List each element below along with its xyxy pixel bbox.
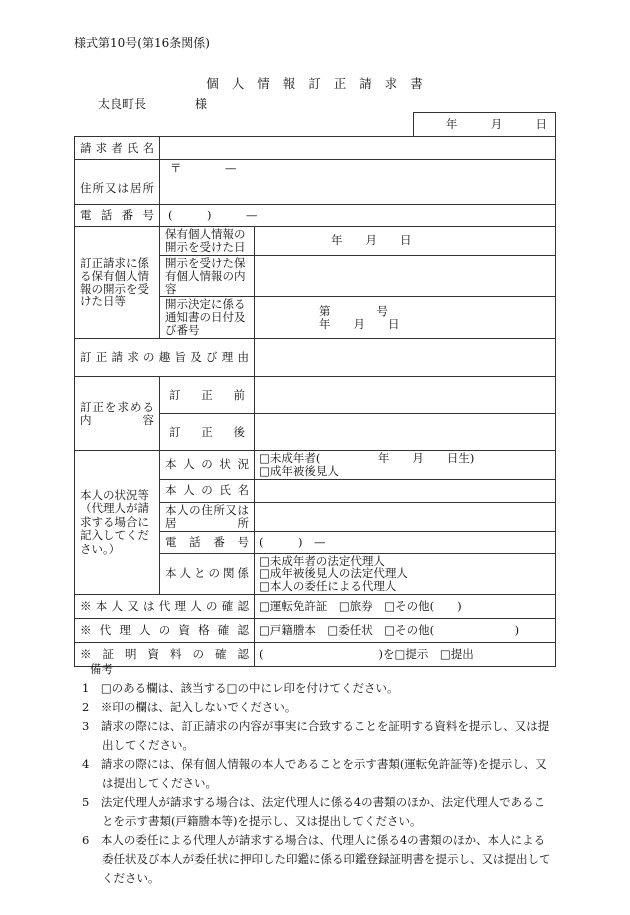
correction-after-field[interactable]: [255, 414, 556, 451]
correction-before-label: 訂正前: [169, 387, 245, 402]
disclosure-content-label: 開示を受けた保有個人情報の内容: [160, 255, 255, 297]
principal-phone-label: 電話番号: [165, 534, 249, 549]
proof-confirm-label: ※証明資料の確認: [80, 647, 249, 662]
disclosure-date-row: [75, 227, 556, 256]
requester-name-row: [75, 137, 556, 160]
principal-relation-label: 本人との関係: [165, 566, 249, 581]
identity-confirm-row: [75, 595, 556, 619]
disclosure-received-date-label: 保有個人情報の開示を受けた日: [160, 227, 255, 256]
qualification-confirm-label: ※代理人の資格確認: [80, 623, 249, 638]
principal-phone-field[interactable]: ( ) —: [255, 531, 556, 553]
principal-status-row: [75, 451, 556, 480]
phone-field[interactable]: ( ) —: [160, 205, 556, 227]
correction-before-field[interactable]: [255, 377, 556, 414]
date-month: 月: [490, 117, 503, 132]
relation-ward-representative[interactable]: □成年被後見人の法定代理人: [259, 566, 408, 581]
notes-section: [74, 660, 555, 888]
disclosure-notice-field[interactable]: [255, 297, 556, 339]
date-year: 年: [445, 117, 458, 132]
principal-label: 本人の状況等（代理人が請求する場合に記入してください。）: [75, 451, 160, 595]
identity-confirm-options[interactable]: □運転免許証 □旅券 □その他( ): [255, 595, 556, 619]
disclosure-notice-label: 開示決定に係る通知書の日付及び番号: [160, 297, 255, 339]
disclosure-notice-date: 年 月 日: [319, 316, 400, 331]
correction-after-label: 訂正後: [169, 424, 245, 439]
correction-label: 訂正を求める内容: [75, 377, 160, 451]
identity-confirm-label: ※本人又は代理人の確認: [80, 599, 249, 614]
note-item: 2 ※印の欄は、記入しないでください。: [82, 700, 297, 714]
address-label: 住所又は居所: [80, 181, 154, 196]
note-item: 5 法定代理人が請求する場合は、法定代理人に係る4の書類のほか、法定代理人であることを示す書類(戸籍謄本等)を提示し、又は提出してください。: [82, 795, 546, 828]
principal-status-label: 本人の状況: [165, 457, 249, 472]
notes-heading: 備考: [90, 662, 113, 676]
principal-address-field[interactable]: [255, 502, 556, 531]
principal-relation-field[interactable]: [255, 553, 556, 595]
date-day: 日: [535, 117, 547, 132]
phone-row: [75, 205, 556, 227]
address-row: [75, 160, 556, 205]
date-row: [75, 113, 556, 137]
requester-name-label: 請求者氏名: [80, 140, 154, 155]
purpose-row: [75, 339, 556, 377]
form-number: 様式第10号(第16条関係): [74, 36, 210, 50]
principal-status-ward[interactable]: □成年被後見人: [259, 463, 339, 478]
note-item: 4 請求の際には、保有個人情報の本人であることを示す書類(運転免許証等)を提示し、又は提出してください。: [82, 757, 547, 790]
note-item: 3 請求の際には、訂正請求の内容が事実に合致することを証明する資料を提示し、又は提出してください。: [82, 719, 550, 752]
principal-name-field[interactable]: [255, 479, 556, 502]
date-field[interactable]: [414, 113, 556, 137]
disclosure-notice-number: 第 号: [319, 303, 388, 318]
relation-minor-representative[interactable]: □未成年者の法定代理人: [259, 553, 385, 568]
relation-delegated-agent[interactable]: □本人の委任による代理人: [259, 579, 397, 594]
proof-confirm-options[interactable]: ( )を□提示 □提出: [255, 643, 556, 667]
disclosure-received-date-field[interactable]: 年 月 日: [255, 227, 556, 256]
postal-mark: 〒: [170, 161, 182, 175]
addressee: 太良町長: [98, 97, 147, 111]
principal-status-minor[interactable]: □未成年者( 年 月 日生): [259, 451, 475, 465]
phone-label: 電話番号: [80, 208, 154, 223]
principal-status-field[interactable]: [255, 451, 556, 480]
correction-before-row: [75, 377, 556, 414]
postal-dash: —: [224, 161, 237, 175]
addressee-honorific: 様: [195, 97, 208, 111]
page-title: 個人情報訂正請求書: [206, 76, 436, 91]
disclosure-content-field[interactable]: [255, 255, 556, 297]
requester-name-field[interactable]: [160, 137, 556, 160]
address-field[interactable]: [160, 160, 556, 205]
note-item: 1 □のある欄は、該当する□の中にレ印を付けてください。: [82, 681, 399, 695]
purpose-label: 訂正請求の趣旨及び理由: [80, 350, 249, 365]
purpose-field[interactable]: [255, 339, 556, 377]
note-item: 6 本人の委任による代理人が請求する場合は、代理人に係る4の書類のほか、本人による委任状及び本人が委任状に押印した印鑑に係る印鑑登録証明書を提示し、又は提出してください。: [82, 833, 551, 885]
disclosure-label: 訂正請求に係る保有個人情報の開示を受けた日等: [75, 227, 160, 339]
qualification-confirm-row: [75, 619, 556, 643]
principal-address-label: 本人の住所又は居所: [160, 502, 255, 531]
request-form-table: [74, 112, 556, 667]
principal-name-label: 本人の氏名: [165, 483, 249, 498]
qualification-confirm-options[interactable]: □戸籍謄本 □委任状 □その他( ): [255, 619, 556, 643]
